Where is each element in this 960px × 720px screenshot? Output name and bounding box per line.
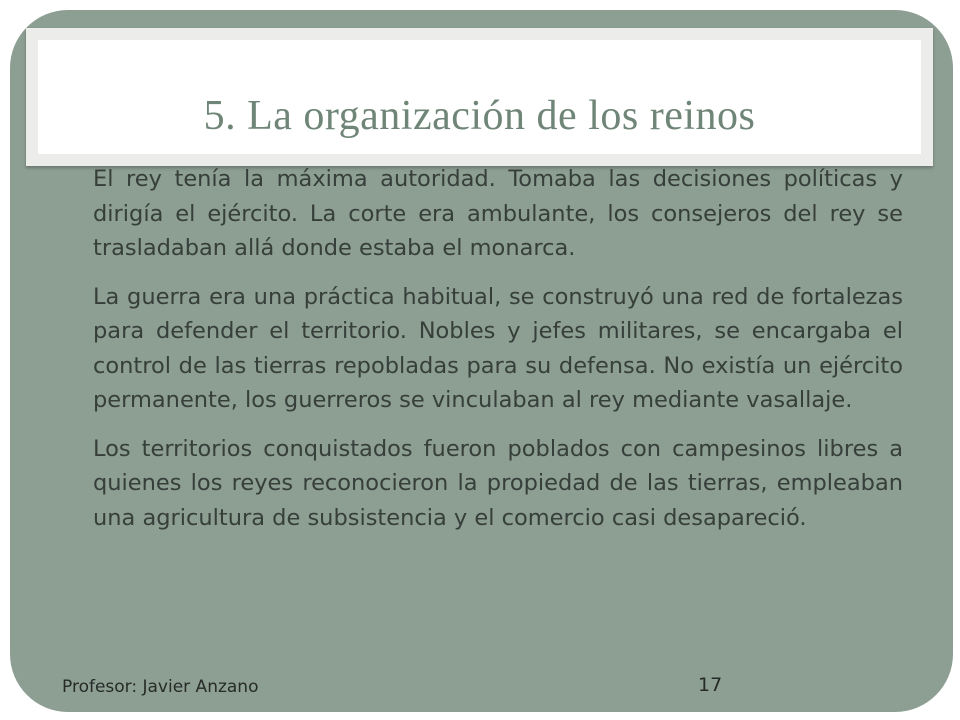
title-box [26,28,933,166]
paragraph-conquered-territories: Los territorios conquistados fueron poblados con campesinos libres a quienes los reyes reconocieron la propiedad de las tierras, empleaban una agricultura de subsistencia y el comercio casi desapareció. [93,435,903,531]
slide-title: 5. La organización de los reinos [203,93,756,139]
slide-body-text [93,162,903,549]
footer-author: Profesor: Javier Anzano [62,677,259,697]
paragraph-war-fortresses: La guerra era una práctica habitual, se construyó una red de fortalezas para defender el territorio. Nobles y jefes militares, se encargaba el control de las tierras repobladas para su defensa. No existía un ejército permanente, los guerreros se vinculaban al rey mediante vasallaje. [93,283,903,413]
page-number: 17 [698,674,723,696]
paragraph-king-authority: El rey tenía la máxima autoridad. Tomaba las decisiones políticas y dirigía el ejército. La corte era ambulante, los consejeros del rey se trasladaban allá donde estaba el monarca. [93,166,903,261]
title-inner-frame [38,40,921,154]
